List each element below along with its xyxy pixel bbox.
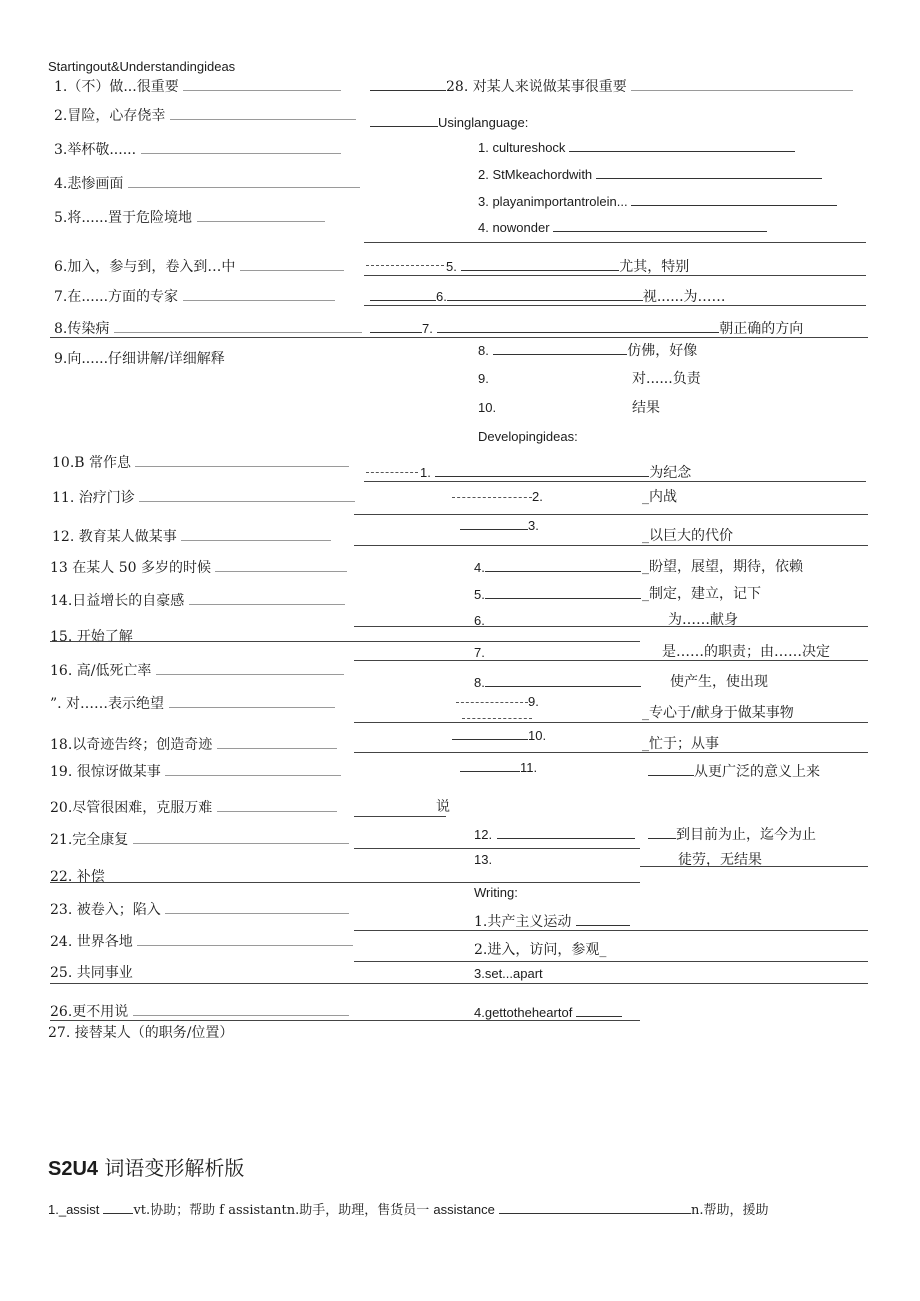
left-item-15: 15. 开始了解 <box>50 629 133 645</box>
dev-item-11-num: 11. <box>460 758 537 777</box>
answer-blank[interactable] <box>170 106 356 120</box>
writing-item-1: 1.共产主义运动 <box>474 912 630 931</box>
dev-item-11-text: 从更广泛的意义上来 <box>648 762 820 781</box>
rule <box>364 305 866 306</box>
using-item-9: 9. <box>478 371 489 386</box>
answer-blank[interactable] <box>197 208 325 222</box>
dev-item-5-text: _制定，建立，记下 <box>642 586 761 602</box>
rule <box>354 752 868 753</box>
answer-blank[interactable] <box>189 591 345 605</box>
left-item-2: 2.冒险，心存侥幸 <box>54 106 356 125</box>
dev-item-10-num: 10. <box>452 726 546 745</box>
answer-blank[interactable] <box>648 762 694 776</box>
left-item-6: 6.加入，参与到，卷入到…中 <box>54 257 344 276</box>
dev-item-6-text: 为……献身 <box>668 612 738 628</box>
dash-rule <box>366 472 418 473</box>
answer-blank[interactable] <box>181 527 331 541</box>
answer-blank[interactable] <box>461 257 619 271</box>
dev-item-12: 12. <box>474 825 635 844</box>
answer-blank[interactable] <box>165 762 341 776</box>
answer-blank[interactable] <box>452 726 528 740</box>
left-item-9: 9.向......仔细讲解/详细解释 <box>54 351 225 367</box>
answer-blank[interactable] <box>460 516 528 530</box>
left-item-25: 25. 共同事业 <box>50 965 133 981</box>
writing-item-2: 2.进入，访问，参观_ <box>474 942 607 958</box>
answer-blank[interactable] <box>183 287 335 301</box>
answer-blank[interactable] <box>141 140 341 154</box>
answer-blank[interactable] <box>460 758 520 772</box>
left-item-12: 12. 教育某人做某事 <box>52 527 331 546</box>
left-item-10: 10.B 常作息 <box>52 453 349 472</box>
answer-blank[interactable] <box>114 319 362 333</box>
answer-blank[interactable] <box>217 798 337 812</box>
left-item-17: ”. 对……表示绝望 <box>50 694 335 713</box>
dev-item-11-cont: 说 <box>436 799 450 815</box>
dev-item-5: 5. <box>474 585 641 604</box>
rule <box>354 848 640 849</box>
rule <box>50 983 868 984</box>
left-item-18: 18.以奇迹告终；创造奇迹 <box>50 735 337 754</box>
rule <box>354 660 868 661</box>
left-item-3: 3.举杯敬...... <box>54 140 341 159</box>
using-language-heading: Usinglanguage: <box>370 113 528 132</box>
dev-item-7-text: 是……的职责；由……决定 <box>662 644 830 660</box>
rule <box>50 1020 640 1021</box>
using-item-10-text: 结果 <box>632 400 660 416</box>
answer-blank[interactable] <box>576 1003 622 1017</box>
using-item-4: 4. nowonder <box>478 218 767 237</box>
answer-blank[interactable] <box>485 673 641 687</box>
answer-blank[interactable] <box>139 488 355 502</box>
answer-blank[interactable] <box>133 830 349 844</box>
writing-item-4: 4.gettotheheartof <box>474 1003 622 1022</box>
rule <box>354 930 868 931</box>
right-item-28: 28. 对某人来说做某事很重要 <box>370 77 853 96</box>
dev-item-12-text: 到目前为止，迄今为止 <box>648 825 816 844</box>
using-item-9-text: 对......负责 <box>632 371 701 387</box>
left-item-27: 27. 接替某人（的职务/位置） <box>48 1025 234 1041</box>
answer-blank[interactable] <box>648 825 676 839</box>
left-item-14: 14.日益增长的自豪感 <box>50 591 345 610</box>
using-item-5: 5. 尤其，特别 <box>446 259 690 275</box>
rule <box>50 882 640 883</box>
dev-item-8-text: 使产生，使出现 <box>670 674 768 690</box>
answer-blank[interactable] <box>631 77 853 91</box>
left-item-21: 21.完全康复 <box>50 830 349 849</box>
left-item-20: 20.尽管很困难，克服万难 <box>50 798 337 817</box>
using-item-10: 10. <box>478 400 497 415</box>
dev-item-3-text: _以巨大的代价 <box>642 528 733 544</box>
answer-blank[interactable] <box>370 77 446 91</box>
answer-blank[interactable] <box>103 1200 133 1214</box>
answer-blank[interactable] <box>569 138 795 152</box>
dash-rule <box>462 718 532 719</box>
section-title: S2U4 词语变形解析版 <box>48 1156 245 1180</box>
rule <box>354 816 446 817</box>
dev-item-10-text: _忙于；从事 <box>642 736 719 752</box>
answer-blank[interactable] <box>370 113 438 127</box>
dev-item-2-num: 2. <box>532 489 543 504</box>
answer-blank[interactable] <box>447 287 643 301</box>
using-item-3: 3. playanimportantrolein... <box>478 192 837 211</box>
answer-blank[interactable] <box>215 558 347 572</box>
answer-blank[interactable] <box>169 694 335 708</box>
dev-item-3-num: 3. <box>460 516 539 535</box>
rule <box>354 545 868 546</box>
dev-item-9-num: 9. <box>528 694 539 709</box>
page-header: Startingout&Understandingideas <box>48 59 236 74</box>
dash-rule <box>456 702 528 703</box>
rule <box>354 626 868 627</box>
answer-blank[interactable] <box>165 900 349 914</box>
answer-blank[interactable] <box>370 287 436 301</box>
answer-blank[interactable] <box>137 932 353 946</box>
using-item-7: 7. 朝正确的方向 <box>370 319 803 338</box>
dev-item-7-num: 7. <box>474 645 485 660</box>
answer-blank[interactable] <box>128 174 360 188</box>
rule <box>640 866 868 867</box>
answer-blank[interactable] <box>156 661 344 675</box>
answer-blank[interactable] <box>437 319 719 333</box>
left-item-4: 4.悲惨画面 <box>54 174 360 193</box>
dev-item-6-num: 6. <box>474 613 485 628</box>
left-item-11: 11. 治疗门诊 <box>52 488 355 507</box>
dev-item-8: 8. <box>474 673 641 692</box>
answer-blank[interactable] <box>493 341 627 355</box>
developing-ideas-heading: Developingideas: <box>478 429 578 444</box>
rule <box>50 641 640 642</box>
answer-blank[interactable] <box>183 77 341 91</box>
writing-heading: Writing: <box>474 885 518 900</box>
writing-item-3: 3.set...apart <box>474 966 543 981</box>
answer-blank[interactable] <box>553 218 767 232</box>
rule <box>354 961 868 962</box>
answer-blank[interactable] <box>133 1002 349 1016</box>
answer-blank[interactable] <box>576 912 630 926</box>
left-item-1: 1.（不）做...很重要 <box>54 77 341 96</box>
answer-blank[interactable] <box>631 192 837 206</box>
using-item-6: 6. 视......为…… <box>370 287 726 306</box>
using-item-1: 1. cultureshock <box>478 138 795 157</box>
dev-item-13-text: 徒劳，无结果 <box>678 852 762 868</box>
using-item-2: 2. StMkeachordwith <box>478 165 822 184</box>
answer-blank[interactable] <box>596 165 822 179</box>
left-item-23: 23. 被卷入；陷入 <box>50 900 349 919</box>
answer-blank[interactable] <box>435 463 649 477</box>
left-item-19: 19. 很惊讶做某事 <box>50 762 341 781</box>
using-item-8: 8. 仿佛，好像 <box>478 343 698 359</box>
answer-blank[interactable] <box>497 825 635 839</box>
rule <box>354 722 868 723</box>
answer-blank[interactable] <box>217 735 337 749</box>
rule <box>50 337 868 338</box>
answer-blank[interactable] <box>499 1200 691 1214</box>
answer-blank[interactable] <box>370 319 422 333</box>
answer-blank[interactable] <box>485 585 641 599</box>
word-form-line-1: 1._assist vt.协助；帮助 f assistantn.助手，助理，售货员一 assistance n.帮助，援助 <box>48 1202 769 1218</box>
answer-blank[interactable] <box>485 558 641 572</box>
rule <box>364 242 866 243</box>
dash-rule <box>452 497 532 498</box>
left-item-22: 22. 补偿 <box>50 869 105 885</box>
dev-item-1: 1. 为纪念 <box>420 465 692 481</box>
dev-item-2-text: _内战 <box>642 489 677 505</box>
rule <box>364 481 866 482</box>
dev-item-13-num: 13. <box>474 852 493 867</box>
rule <box>364 275 866 276</box>
left-item-24: 24. 世界各地 <box>50 932 353 951</box>
answer-blank[interactable] <box>135 453 349 467</box>
answer-blank[interactable] <box>240 257 344 271</box>
dev-item-4: 4. <box>474 558 641 577</box>
rule <box>354 514 868 515</box>
left-item-13: 13 在某人 50 多岁的时候 <box>50 558 347 577</box>
left-item-5: 5.将......置于危险境地 <box>54 208 325 227</box>
dev-item-4-text: _盼望，展望，期待，依赖 <box>642 559 803 575</box>
left-item-7: 7.在......方面的专家 <box>54 287 335 306</box>
left-item-8: 8.传染病 <box>54 319 362 338</box>
dash-rule <box>366 265 444 266</box>
left-item-16: 16. 高/低死亡率 <box>50 661 344 680</box>
dev-item-9-text: _专心于/献身于做某事物 <box>642 705 794 721</box>
left-item-26: 26.更不用说 <box>50 1002 349 1021</box>
